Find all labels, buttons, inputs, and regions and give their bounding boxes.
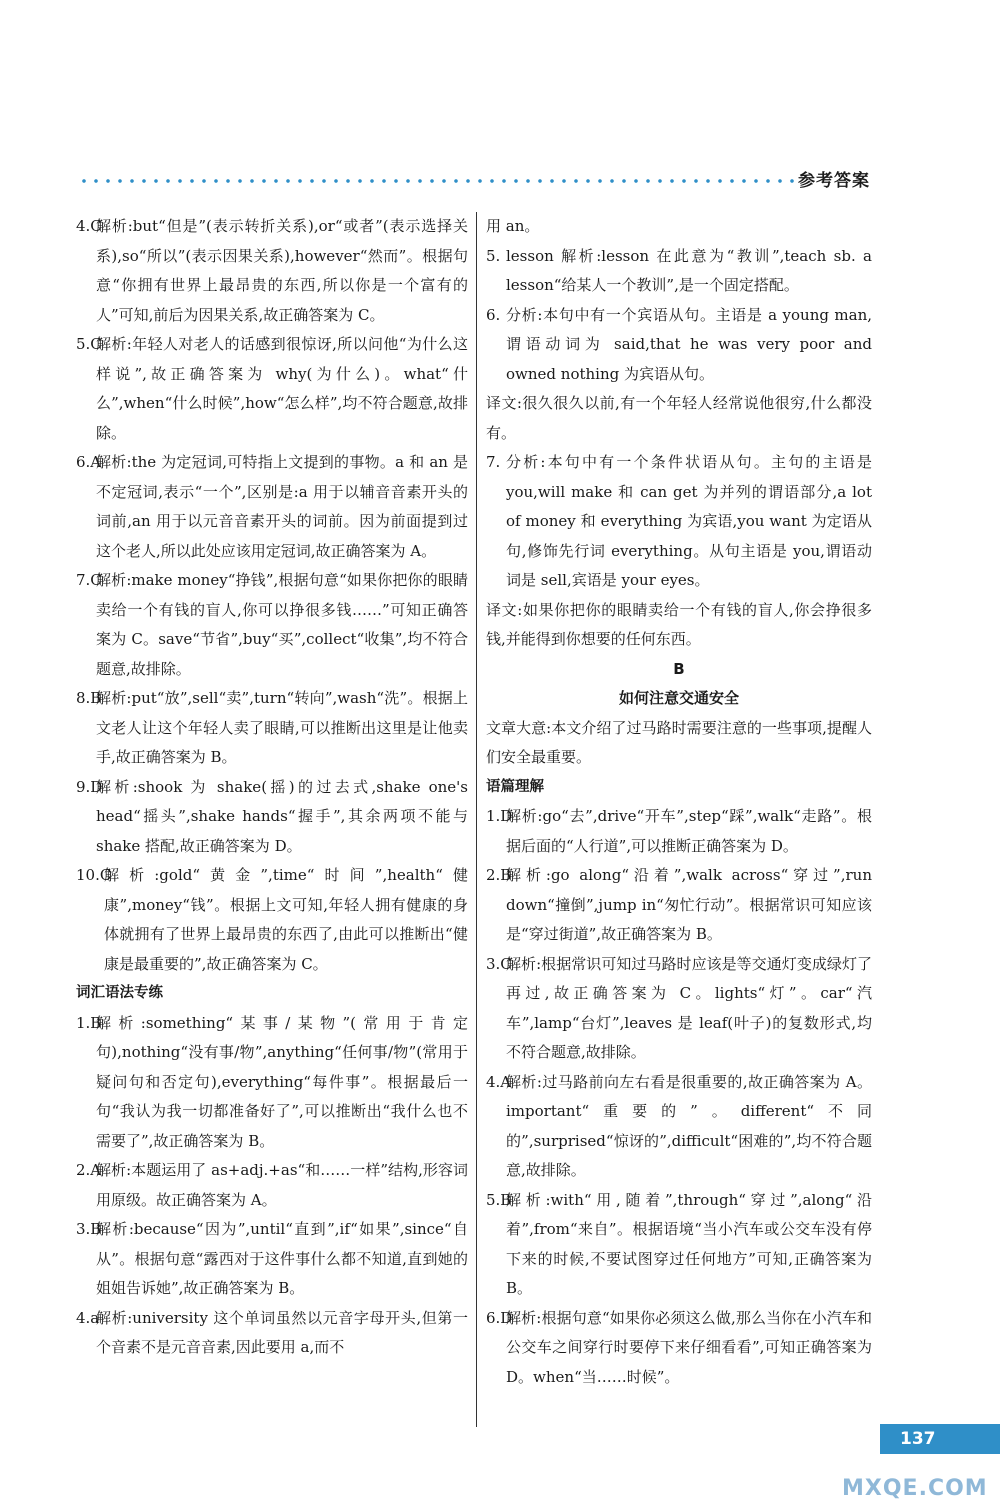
answer-item	[486, 1304, 872, 1393]
answer-item	[76, 1156, 468, 1215]
answer-item	[76, 566, 468, 684]
answer-text: 解析:go along“沿着”,walk across“穿过”,run down“撞倒”,jump in“匆忙行动”。根据常识可知应该是“穿过街道”,故正确答案为 B。	[506, 866, 872, 943]
answer-item	[486, 1186, 872, 1304]
answer-text: 解析:but“但是”(表示转折关系),or“或者”(表示选择关系),so“所以”(表示因果关系),however“然而”。根据句意“你拥有世界上最昂贵的东西,所以你是一个富有的人”可知,前后为因果关系,故正确答案为 C。	[96, 217, 468, 324]
answer-item	[76, 684, 468, 773]
answer-text: 解析:根据句意“如果你必须这么做,那么当你在小汽车和公交车之间穿行时要停下来仔细看看”,可知正确答案为 D。when“当……时候”。	[506, 1308, 872, 1386]
centered-heading: 如何注意交通安全	[618, 689, 739, 707]
left-column	[76, 212, 468, 1363]
answer-number: 5.C	[76, 335, 102, 353]
answer-item	[486, 1068, 872, 1186]
paragraph: 文章大意:本文介绍了过马路时需要注意的一些事项,提醒人们安全最重要。	[486, 718, 872, 766]
right-column	[486, 212, 872, 1392]
answer-text: 解析:put“放”,sell“卖”,turn“转向”,wash“洗”。根据上文老人让这个年轻人卖了眼睛,可以推断出这里是让他卖手,故正确答案为 B。	[96, 689, 468, 766]
answer-number: 6.A	[76, 453, 102, 471]
answer-text: 解析:because“因为”,until“直到”,if“如果”,since“自从”。根据句意“露西对于这件事什么都不知道,直到她的姐姐告诉她”,故正确答案为 B。	[96, 1220, 468, 1297]
answer-number: 7.C	[76, 571, 102, 589]
answer-text: 解析:with“用,随着”,through“穿过”,along“沿着”,from“来自”。根据语境“当小汽车或公交车没有停下来的时候,不要试图穿过任何地方”可知,正确答案为 B。	[506, 1190, 872, 1297]
answer-text: 解析:the 为定冠词,可特指上文提到的事物。a 和 an 是不定冠词,表示“一个”,区别是:a 用于以辅音音素开头的词前,an 用于以元音音素开头的词前。因为前面提到过这个老人,所以此处应该用定冠词,故正确答案为 A。	[96, 453, 468, 560]
answer-text: 解析:make money“挣钱”,根据句意“如果你把你的眼睛卖给一个有钱的盲人,你可以挣很多钱……”可知正确答案为 C。save“节省”,buy“买”,collect“收集”,均不符合题意,故排除。	[96, 571, 468, 678]
answer-text: 解析:过马路前向左右看是很重要的,故正确答案为 A。important“重要的”。different“不同的”,surprised“惊讶的”,difficult“困难的”,均不符合题意,故排除。	[506, 1072, 872, 1179]
answer-text: 解析:university 这个单词虽然以元音字母开头,但第一个音素不是元音音素,因此要用 a,而不	[96, 1308, 468, 1356]
answer-number: 9.D	[76, 777, 103, 796]
answer-item	[76, 330, 468, 448]
answer-item	[486, 301, 872, 390]
answer-item	[76, 861, 468, 979]
answer-text: lesson 解析:lesson 在此意为“教训”,teach sb. a lesson“给某人一个教训”,是一个固定搭配。	[506, 246, 872, 294]
answer-text: 解析:go“去”,drive“开车”,step“踩”,walk“走路”。根据后面的“人行道”,可以推断正确答案为 D。	[506, 807, 872, 855]
page-number: 137	[900, 1429, 936, 1449]
page-header	[78, 166, 870, 196]
answer-item	[486, 448, 872, 596]
answer-text: 分析:本句中有一个条件状语从句。主句的主语是 you,will make 和 can get 为并列的谓语部分,a lot of money 和 everything 为宾语,you want 为定语从句,修饰先行词 everything。从句主语是 you,谓语动词是 sell,宾语是 your eyes。	[506, 453, 872, 589]
answer-text: 分析:本句中有一个宾语从句。主语是 a young man,谓语动词为 said,that he was very poor and owned nothing 为宾语从句。	[506, 305, 872, 383]
centered-heading: B	[673, 659, 685, 678]
answer-number: 2.A	[76, 1161, 102, 1179]
answer-number: 2.B	[486, 866, 512, 884]
dotted-rule	[78, 178, 798, 184]
answer-text: 解析:shook 为 shake(摇)的过去式,shake one's head“摇头”,shake hands“握手”,其余两项不能与 shake 搭配,故正确答案为 D。	[96, 777, 468, 855]
section-heading: 词汇语法专练	[76, 985, 163, 1001]
answer-number: 1.D	[486, 807, 513, 825]
answer-number: 4.A	[486, 1072, 512, 1091]
paragraph: 用 an。	[486, 217, 540, 235]
answer-number: 3.B	[76, 1220, 102, 1238]
answer-number: 5.B	[486, 1190, 512, 1209]
answer-item	[76, 1009, 468, 1157]
answer-number: 10.C	[76, 866, 112, 884]
answer-number: 5.	[486, 246, 501, 265]
answer-item	[486, 242, 872, 301]
paragraph: 译文:如果你把你的眼睛卖给一个有钱的盲人,你会挣很多钱,并能得到你想要的任何东西。	[486, 600, 872, 648]
answer-text: 解析:根据常识可知过马路时应该是等交通灯变成绿灯了再过,故正确答案为 C。lights“灯”。car“汽车”,lamp“台灯”,leaves 是 leaf(叶子)的复数形式,均不符合题意,故排除。	[506, 954, 872, 1061]
answer-number: 4.a	[76, 1308, 100, 1327]
answer-number: 6.D	[486, 1308, 513, 1327]
answer-number: 6.	[486, 305, 501, 324]
answer-number: 7.	[486, 453, 501, 471]
answer-number: 3.C	[486, 954, 512, 973]
column-divider	[476, 212, 477, 1427]
answer-number: 4.C	[76, 217, 102, 235]
answer-text: 解析:something“某事/某物”(常用于肯定句),nothing“没有事/物”,anything“任何事/物”(常用于疑问句和否定句),everything“每件事”。根据最后一句“我认为我一切都准备好了”,可以推断出“我什么也不需要了”,故正确答案为 B。	[96, 1013, 468, 1150]
answer-item	[486, 950, 872, 1068]
section-heading: 语篇理解	[486, 778, 544, 795]
header-title: 参考答案	[798, 171, 870, 191]
answer-item	[76, 773, 468, 862]
answer-text: 解析:年轻人对老人的话感到很惊讶,所以问他“为什么这样说”,故正确答案为 why(为什么)。what“什么”,when“什么时候”,how“怎么样”,均不符合题意,故排除。	[96, 335, 468, 442]
answer-item	[486, 861, 872, 950]
answer-item	[76, 212, 468, 330]
watermark: MXQE.COM	[842, 1476, 988, 1501]
answer-number: 8.B	[76, 689, 102, 707]
answer-number: 1.B	[76, 1013, 102, 1032]
page-number-tab	[880, 1424, 1000, 1454]
answer-item	[76, 1215, 468, 1304]
answer-text: 解析:本题运用了 as+adj.+as“和……一样”结构,形容词用原级。故正确答案为 A。	[96, 1161, 468, 1209]
answer-item	[76, 448, 468, 566]
answer-item	[486, 802, 872, 861]
paragraph: 译文:很久很久以前,有一个年轻人经常说他很穷,什么都没有。	[486, 394, 872, 442]
answer-item	[76, 1304, 468, 1363]
answer-text: 解析:gold“黄金”,time“时间”,health“健康”,money“钱”。根据上文可知,年轻人拥有健康的身体就拥有了世界上最昂贵的东西了,由此可以推断出“健康是最重要的”,故正确答案为 C。	[104, 866, 468, 973]
